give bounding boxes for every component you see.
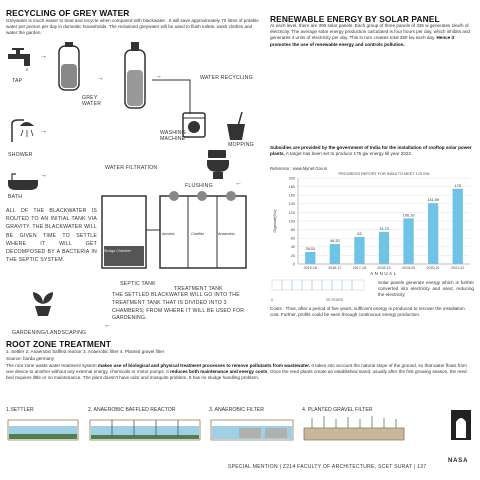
aerobic-label: Aerobic <box>162 232 175 236</box>
root-zone-para-3: . Once the reed plants create an established stand, usually after the first growing season, the reed bed requires little or no maintenance. The plant doesn't have odor and mosquito problem. It has no sludge handling problem. <box>6 369 467 381</box>
chart-bar <box>403 218 413 264</box>
diagram-title-planted-gravel: 4. PLANTED GRAVEL FILTER <box>302 407 373 413</box>
chart-bar-value-label: 175 <box>454 183 461 188</box>
chart-y-tick-label: 40 <box>290 245 295 250</box>
arrow-to-garden: ← <box>104 322 111 329</box>
treatment-note: THE SETTLED BLACKWATER WILL GO INTO THE TREATMENT TANK THAT IS DIVIDED INTO 3 CHAMBERS; FROM WHERE IT WILL BE USED FOR GARDENING. <box>112 292 245 322</box>
arrow-bath: → <box>40 172 47 179</box>
solar-paragraph-plain: At each level, there are 390 solar panels. Each group of three panels of 335 w generates 1kw/h of electricity. The average solar energy production calculated is four hours per day, which inhibits and generates 4 units of electricity per day. This in turn creates total 390 kw each day. <box>270 23 470 41</box>
root-zone-para-2: It takes into account the natural slope of the ground, so that water flows from one device to another without any external energy, chemicals or motor pumps. It <box>6 363 467 375</box>
chart-x-axis-label: ANNUAL <box>370 271 398 276</box>
subsidy-plain: A target has been set to produce 175 gw energy till year 2022. <box>284 151 413 157</box>
chart-y-tick-label: 120 <box>288 210 295 215</box>
solar-paragraph-bold: Hence it promotes the use of renewable energy and controls pollution. <box>270 35 455 47</box>
diagram-title-settler: 1.SETTLER <box>6 407 34 413</box>
chart-x-tick-label: 2019-20 <box>401 266 416 270</box>
chart-x-tick-label: 2021-22 <box>451 266 465 270</box>
sludge-chamber-label: Sludge Chamber <box>104 249 131 253</box>
solar-paragraph <box>270 23 474 48</box>
chart-bar <box>354 237 364 264</box>
chart-y-tick-label: 20 <box>290 253 295 258</box>
subsidy-bold: Subsidies are provided by the government of India for the installation of rooftop solar power plants. <box>270 145 472 157</box>
root-zone-para-bold-2: reduces both maintenance and energy costs <box>170 369 268 375</box>
recycling-pipe-icon <box>150 78 210 116</box>
chart-bar-value-label: 141.59 <box>427 198 439 203</box>
nasa-logo-text: NASA <box>448 458 469 464</box>
root-zone-source: Source: borda germany <box>6 356 55 361</box>
solar-costs-note: Costs . Thus, after a period of five years, sufficient energy is produced to recover the installation cost. Further, profits could be seen through continuous energy production. <box>270 306 465 318</box>
chart-y-tick-label: 100 <box>288 219 295 224</box>
diagram-title-abr: 2. ANAEROBIC BAFFLED REACTOR <box>88 407 176 413</box>
settler-diagram <box>6 414 82 442</box>
mopping-label: MOPPING <box>228 142 254 148</box>
chart-y-tick-label: 80 <box>290 228 295 232</box>
subsidy-paragraph <box>270 145 474 157</box>
bath-icon <box>6 172 40 192</box>
root-zone-para-1: The root zone waste water treatment system <box>6 363 98 368</box>
chart-y-tick-label: 60 <box>290 236 295 241</box>
diagram-title-anaerobic-filter: 3. ANAEROBIC FILTER <box>209 407 264 413</box>
grey-water-title: RECYCLING OF GREY WATER <box>6 8 130 18</box>
chart-x-tick-label: 2020-21 <box>426 266 440 270</box>
chart-title: PROGRESS REPORT FOR INDIA TO MEET 175 GW <box>338 172 430 176</box>
chart-y-tick-label: 200 <box>288 176 295 181</box>
arrow-to-recycling: → <box>155 73 162 80</box>
arrow-shower: → <box>40 128 47 135</box>
chart-bar-value-label: 63 <box>357 231 362 236</box>
chart-y-tick-label: 180 <box>288 185 295 189</box>
chart-bar <box>305 252 315 264</box>
tap-icon <box>8 48 38 72</box>
root-zone-paragraph <box>6 363 474 382</box>
shower-icon <box>8 118 38 144</box>
chart-y-tick-label: 0 <box>292 262 295 267</box>
water-filtration-icon <box>120 42 150 112</box>
footer-text: SPECIAL MENTION | Z214 FACULTY OF ARCHITECTURE, SCET SURAT | 137 <box>228 464 427 470</box>
annual-legend-strip <box>270 276 368 298</box>
arrow-tank-to-filter: → <box>97 75 104 82</box>
water-filtration-label: WATER FILTRATION <box>105 165 158 171</box>
grey-water-paragraph: Greywater is much easier to treat and recycle when compared with blackwater . It will save approximately 70 litres of potable water per person per day in domestic households. The reclaimed greywater will be used to flush toilets, wash clothes and water the garden. <box>6 18 259 36</box>
chart-y-tick-label: 160 <box>288 193 295 198</box>
flushing-label: FLUSHING <box>185 183 213 189</box>
chart-x-tick-label: 2018-19 <box>377 266 391 270</box>
root-zone-steps: 1. Settler 2. Anaerobic baffled reactor 3. Anaerobic filter 4. Planted gravel filter <box>6 349 165 354</box>
water-recycling-label: WATER RECYCLING <box>200 75 253 81</box>
nasa-logo <box>449 408 473 442</box>
grey-water-tank-icon <box>55 42 85 92</box>
clarifier-label: Clarifier <box>191 232 205 236</box>
anaerobic-label: Anaerobic <box>218 232 236 236</box>
gardening-label: GARDENING/LANDSCAPING <box>12 330 87 336</box>
chart-bar <box>453 189 463 264</box>
solar-title: RENEWABLE ENERGY BY SOLAR PANEL <box>270 14 440 24</box>
washing-machine-label: WASHING MACHINE <box>160 130 186 142</box>
abr-diagram <box>88 414 204 442</box>
toilet-icon <box>205 150 231 180</box>
chart-x-tick-label: 2017-18 <box>352 266 367 270</box>
solar-progress-chart <box>268 170 474 276</box>
chart-y-tick-label: 140 <box>288 202 295 207</box>
anaerobic-filter-diagram <box>209 414 297 442</box>
chart-bar-value-label: 28.03 <box>305 246 316 251</box>
chart-bar-value-label: 46.32 <box>330 239 340 244</box>
chart-bar-value-label: 106.19 <box>402 213 415 218</box>
legend-left-label: 0 <box>271 298 273 302</box>
arrow-tap-to-tank: → <box>40 53 47 60</box>
mopping-bucket-icon <box>224 112 250 142</box>
chart-bar <box>330 244 340 264</box>
arrow-flushing: ← <box>235 180 242 187</box>
root-zone-title: ROOT ZONE TREATMENT <box>6 339 112 349</box>
blackwater-note: ALL OF THE BLACKWATER IS ROUTED TO AN INITIAL TANK VIA GRAVITY. THE BLACKWATER WILL BE GIVEN TIME TO SETTLE WHERE IT WILL GET DECOMPOSED BY A BACTERIA IN THE SEPTIC SYSTEM. <box>6 208 97 264</box>
plant-pot-icon <box>30 290 56 316</box>
septic-tank-label: SEPTIC TANK <box>120 281 156 287</box>
solar-side-note: Solar panels generate energy which is further converted into electricity and used, reducing the electricity <box>378 280 474 298</box>
shower-label: SHOWER <box>8 152 33 158</box>
treatment-tank-label: TREATMENT TANK <box>174 286 223 292</box>
chart-x-tick-label: 2016-17 <box>328 266 342 270</box>
chart-x-tick-label: 2015-16 <box>303 266 317 270</box>
bath-label: BATH <box>8 194 23 200</box>
chart-bar-value-label: 74.79 <box>379 226 389 231</box>
tap-label: TAP <box>12 78 23 84</box>
grey-water-label: GREY WATER <box>82 95 102 107</box>
chart-bar <box>428 203 438 264</box>
chart-y-axis-label: Gigawatt(Gw) <box>273 209 277 233</box>
reference-text: Reference : www.Mynet.Gov.in <box>270 166 328 171</box>
chart-bar <box>379 232 389 264</box>
legend-right-label: 25 YEARS <box>326 298 344 302</box>
root-zone-para-bold-1: makes use of biological and physical treatment processes to remove pollutants from wastewater. <box>97 363 311 368</box>
planted-gravel-diagram <box>302 414 422 442</box>
